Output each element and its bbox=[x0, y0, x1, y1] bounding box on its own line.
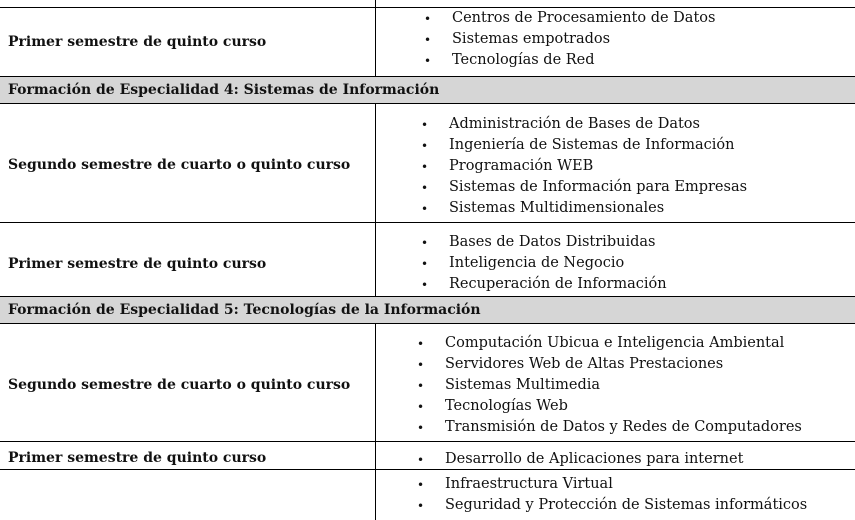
specialty-heading bbox=[0, 296, 855, 324]
course-item: Centros de Procesamiento de Datos bbox=[452, 10, 716, 26]
specialty-heading-text: Formación de Especialidad 5: Tecnologías de la Información bbox=[8, 302, 481, 318]
course-item: Sistemas empotrados bbox=[452, 31, 611, 47]
bullet: • bbox=[417, 358, 425, 372]
bullet: • bbox=[417, 379, 425, 393]
specialty-heading-text: Formación de Especialidad 4: Sistemas de Información bbox=[8, 82, 440, 98]
row-divider bbox=[0, 441, 855, 442]
course-item: Sistemas Multimedia bbox=[445, 377, 601, 393]
specialty-heading bbox=[0, 76, 855, 104]
bullet: • bbox=[424, 54, 432, 68]
bullet: • bbox=[421, 236, 429, 250]
bullet: • bbox=[421, 181, 429, 195]
bullet: • bbox=[417, 400, 425, 414]
row-divider bbox=[0, 222, 855, 223]
row-divider bbox=[0, 7, 855, 8]
column-divider bbox=[375, 441, 376, 520]
bullet: • bbox=[417, 421, 425, 435]
semester-label: Primer semestre de quinto curso bbox=[8, 256, 267, 272]
bullet: • bbox=[424, 33, 432, 47]
bullet: • bbox=[417, 337, 425, 351]
bullet: • bbox=[421, 160, 429, 174]
course-item: Desarrollo de Aplicaciones para internet bbox=[445, 451, 744, 467]
course-item: Computación Ubicua e Inteligencia Ambiental bbox=[445, 335, 785, 351]
course-item: Tecnologías de Red bbox=[452, 52, 595, 68]
course-item: Seguridad y Protección de Sistemas informáticos bbox=[445, 497, 808, 513]
row-divider bbox=[0, 469, 855, 470]
semester-label: Primer semestre de quinto curso bbox=[8, 34, 267, 50]
course-item: Ingeniería de Sistemas de Información bbox=[449, 137, 735, 153]
bullet: • bbox=[421, 202, 429, 216]
column-divider bbox=[375, 323, 376, 442]
bullet: • bbox=[421, 278, 429, 292]
course-item: Recuperación de Información bbox=[449, 276, 667, 292]
course-item: Tecnologías Web bbox=[445, 398, 568, 414]
bullet: • bbox=[421, 139, 429, 153]
bullet: • bbox=[421, 118, 429, 132]
bullet: • bbox=[424, 12, 432, 26]
bullet: • bbox=[417, 499, 425, 513]
column-divider bbox=[375, 222, 376, 297]
semester-label: Segundo semestre de cuarto o quinto curso bbox=[8, 377, 351, 393]
course-item: Inteligencia de Negocio bbox=[449, 255, 625, 271]
course-item: Bases de Datos Distribuidas bbox=[449, 234, 656, 250]
semester-label: Primer semestre de quinto curso bbox=[8, 450, 267, 466]
column-divider bbox=[375, 103, 376, 223]
bullet: • bbox=[421, 257, 429, 271]
course-item: Sistemas de Información para Empresas bbox=[449, 179, 748, 195]
bullet: • bbox=[417, 478, 425, 492]
column-divider bbox=[375, 7, 376, 77]
course-item: Infraestructura Virtual bbox=[445, 476, 613, 492]
course-item: Administración de Bases de Datos bbox=[449, 116, 700, 132]
course-item: Transmisión de Datos y Redes de Computadores bbox=[445, 419, 802, 435]
course-item: Servidores Web de Altas Prestaciones bbox=[445, 356, 724, 372]
semester-label: Segundo semestre de cuarto o quinto curso bbox=[8, 157, 351, 173]
course-item: Sistemas Multidimensionales bbox=[449, 200, 665, 216]
course-item: Programación WEB bbox=[449, 158, 594, 174]
bullet: • bbox=[417, 453, 425, 467]
